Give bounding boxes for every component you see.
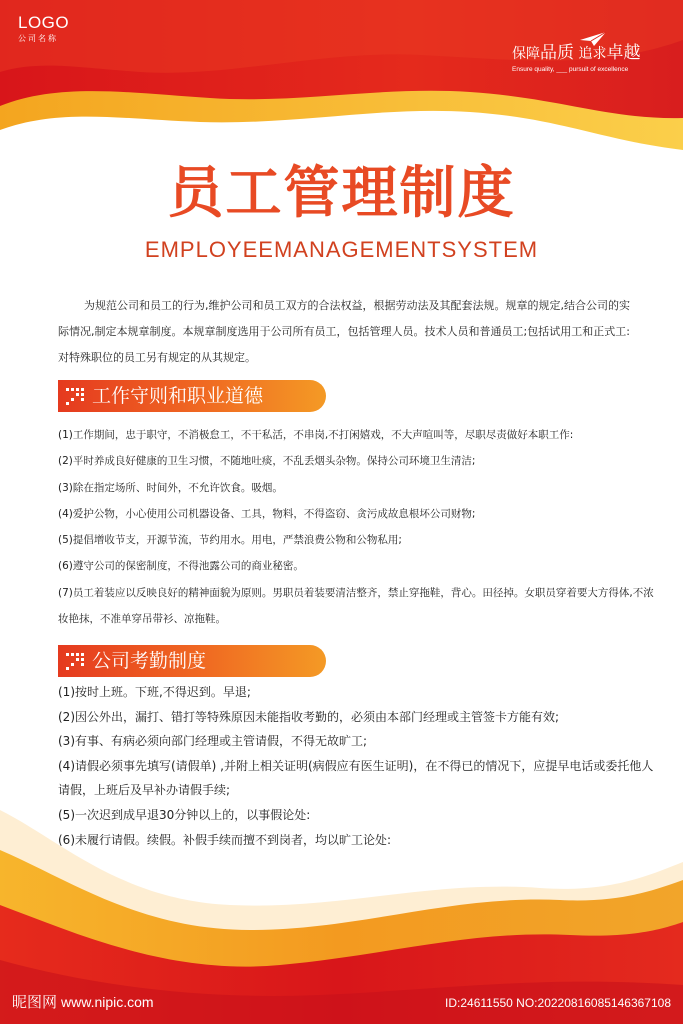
section-title: 公司考勤制度 xyxy=(92,650,207,672)
watermark-site: 昵图网 xyxy=(12,993,58,1011)
company-name: 公司名称 xyxy=(18,34,58,43)
list-item: (5)提倡增收节支，开源节流，节约用水。用电，严禁浪费公物和公物私用; xyxy=(58,534,402,547)
image-id: ID:24611550 NO:20220816085146367108 xyxy=(445,996,671,1010)
list-item: (6)未履行请假。续假。补假手续而擅不到岗者，均以旷工论处: xyxy=(58,832,392,847)
list-item: (6)遵守公司的保密制度，不得池露公司的商业秘密。 xyxy=(58,560,304,573)
attendance-list xyxy=(58,680,658,852)
list-item: (3)除在指定场所、时间外，不允许饮食。吸烟。 xyxy=(58,481,283,494)
intro-paragraph xyxy=(58,293,638,371)
page-subtitle: EMPLOYEEMANAGEMENTSYSTEM xyxy=(144,237,539,262)
logo-text: LOGO xyxy=(18,13,70,32)
page-title: 员工管理制度 xyxy=(167,161,516,226)
list-item: (3)有事、有病必须向部门经理或主管请假，不得无故旷工; xyxy=(58,734,368,749)
list-item: (7)员工着装应以反映良好的精神面貌为原则。男职员着装要清洁整齐，禁止穿拖鞋，背心。田径掉。女职员穿着要大方得体,不浓妆艳抹，不准单穿吊带衫、凉拖鞋。 xyxy=(58,586,654,626)
list-item: (4)请假必须事先填写(请假单) ,并附上相关证明(病假应有医生证明)，在不得已的情况下，应提早电话或委托他人请假，上班后及早补办请假手续; xyxy=(58,758,654,798)
list-item: (2)因公外出，漏打、错打等特殊原因未能指收考勤的，必须由本部门经理或主管签卡方能有效; xyxy=(58,709,560,724)
company-logo xyxy=(18,14,69,45)
section-title: 工作守则和职业道德 xyxy=(92,385,264,407)
section-header-work-rules xyxy=(58,380,326,412)
watermark-url: www.nipic.com xyxy=(61,994,154,1010)
list-item: (1)工作期间，忠于职守，不消极怠工，不干私活，不串岗,不打闲嬉戏，不大声喧叫等，尽职尽责做好本职工作: xyxy=(58,429,574,441)
slogan-word: 保障 xyxy=(512,46,540,62)
list-item: (5)一次迟到成早退30分钟以上的，以事假论处: xyxy=(58,807,311,822)
dotted-arrow-icon xyxy=(64,386,86,406)
slogan-en: Ensure quality, ___ pursuit of excellence xyxy=(512,66,629,73)
slogan-word: 卓越 xyxy=(606,43,641,63)
section-header-attendance xyxy=(58,645,326,677)
list-item: (2)平时养成良好健康的卫生习惯，不随地吐痰，不乱丢烟头杂物。保持公司环境卫生清洁; xyxy=(58,455,476,468)
watermark xyxy=(12,992,154,1012)
slogan xyxy=(512,44,640,75)
slogan-cn xyxy=(512,44,640,63)
list-item: (1)按时上班。下班,不得迟到。早退; xyxy=(58,685,251,699)
work-rules-list xyxy=(58,422,658,632)
intro-text: 为规范公司和员工的行为,维护公司和员工双方的合法权益，根据劳动法及其配套法规。规章的规定,结合公司的实际情况,制定本规章制度。本规章制度选用于公司所有员工，包括管理人员。技术人员和普通员工;包括试用工和正式工:对特殊职位的员工另有规定的从其规定。 xyxy=(58,299,630,364)
list-item: (4)爱护公物，小心使用公司机器设备、工具，物料，不得盗窃、贪污成故息根坏公司财物; xyxy=(58,507,476,520)
dotted-arrow-icon xyxy=(64,651,86,671)
slogan-word: 追求 xyxy=(578,46,607,62)
slogan-word: 品质 xyxy=(540,43,574,63)
